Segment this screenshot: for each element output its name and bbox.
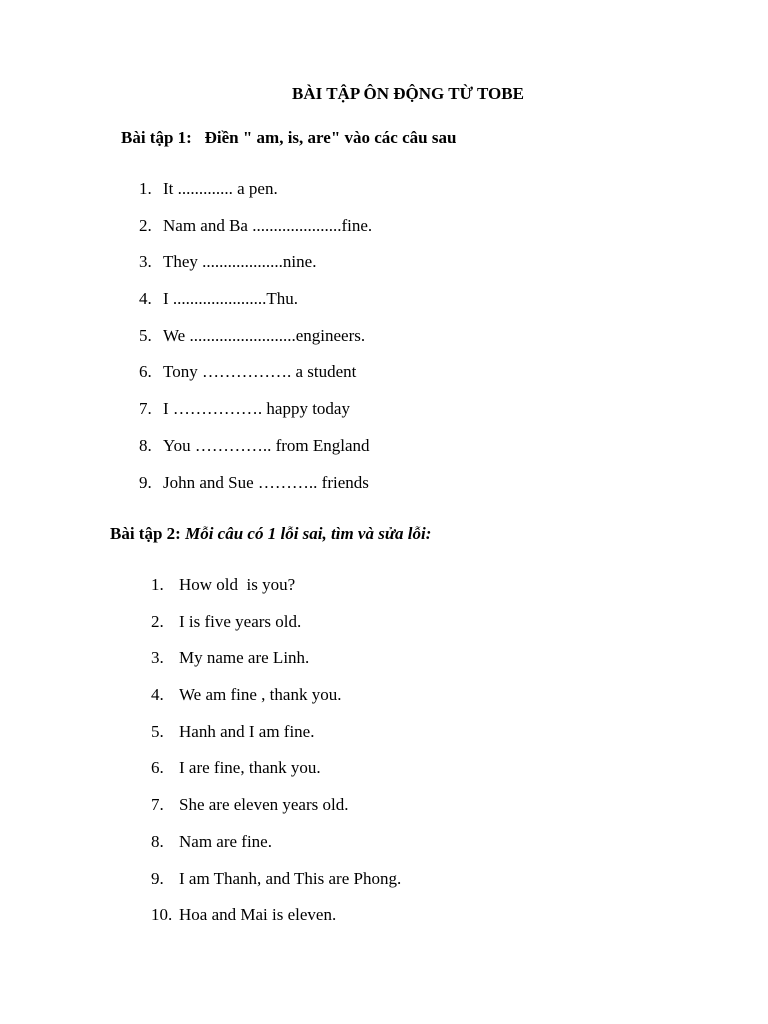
list-item [151,722,401,759]
exercise-2-instruction: Mỗi câu có 1 lỗi sai, tìm và sửa lỗi: [185,524,432,543]
item-text: You ………….. from England [163,435,370,455]
item-text: Hanh and I am fine. [179,721,315,741]
exercise-1-heading [121,128,456,148]
item-number: 6. [151,758,164,778]
item-number: 2. [139,215,152,235]
item-text: Nam and Ba .....................fine. [163,215,373,235]
list-item [151,612,401,649]
list-item [139,289,372,326]
list-item [151,832,401,869]
item-number: 7. [139,399,152,419]
item-number: 1. [139,179,152,198]
list-item [139,179,372,216]
item-text: It ............. a pen. [163,179,278,198]
item-number: 1. [151,575,164,594]
item-number: 5. [151,721,164,741]
item-text: We .........................engineers. [163,325,366,345]
list-item [151,685,401,722]
list-item [151,648,401,685]
list-item [139,216,372,253]
item-number: 4. [139,289,152,309]
item-text: We am fine , thank you. [179,685,342,705]
item-text: I am Thanh, and This are Phong. [179,868,402,888]
list-item [151,575,401,612]
page-title: BÀI TẬP ÔN ĐỘNG TỪ TOBE [292,84,524,103]
list-item [139,436,372,473]
exercise-2-label: Bài tập 2: [110,524,181,543]
exercise-1-label: Bài tập 1: [121,128,192,147]
item-number: 6. [139,362,152,382]
item-text: She are eleven years old. [179,795,349,815]
list-item [151,795,401,832]
exercise-1-instruction: Điền " am, is, are" vào các câu sau [204,128,457,147]
item-text: My name are Linh. [179,648,310,668]
item-text: Tony ……………. a student [163,362,357,382]
list-item [151,869,401,906]
item-number: 10. [151,905,173,925]
item-text: How old is you? [179,575,296,594]
list-item [139,326,372,363]
list-item [151,905,401,942]
exercise-2-heading [110,524,431,544]
list-item [139,399,372,436]
item-number: 8. [151,831,164,851]
item-number: 9. [139,472,152,492]
item-text: I are fine, thank you. [179,758,321,778]
item-number: 3. [139,252,152,272]
item-text: I is five years old. [179,611,302,631]
item-text: They ...................nine. [163,252,317,272]
item-text: I ……………. happy today [163,399,350,419]
item-number: 2. [151,611,164,631]
item-text: Nam are fine. [179,831,272,851]
item-number: 5. [139,325,152,345]
list-item [139,473,372,510]
item-number: 9. [151,868,164,888]
item-number: 3. [151,648,164,668]
item-text: I ......................Thu. [163,289,299,309]
item-number: 7. [151,795,164,815]
item-text: John and Sue ……….. friends [163,472,369,492]
list-item [139,252,372,289]
item-number: 8. [139,435,152,455]
item-number: 4. [151,685,164,705]
exercise-1-list [139,179,372,509]
item-text: Hoa and Mai is eleven. [179,905,337,925]
exercise-2-list [151,575,401,942]
list-item [151,758,401,795]
list-item [139,362,372,399]
